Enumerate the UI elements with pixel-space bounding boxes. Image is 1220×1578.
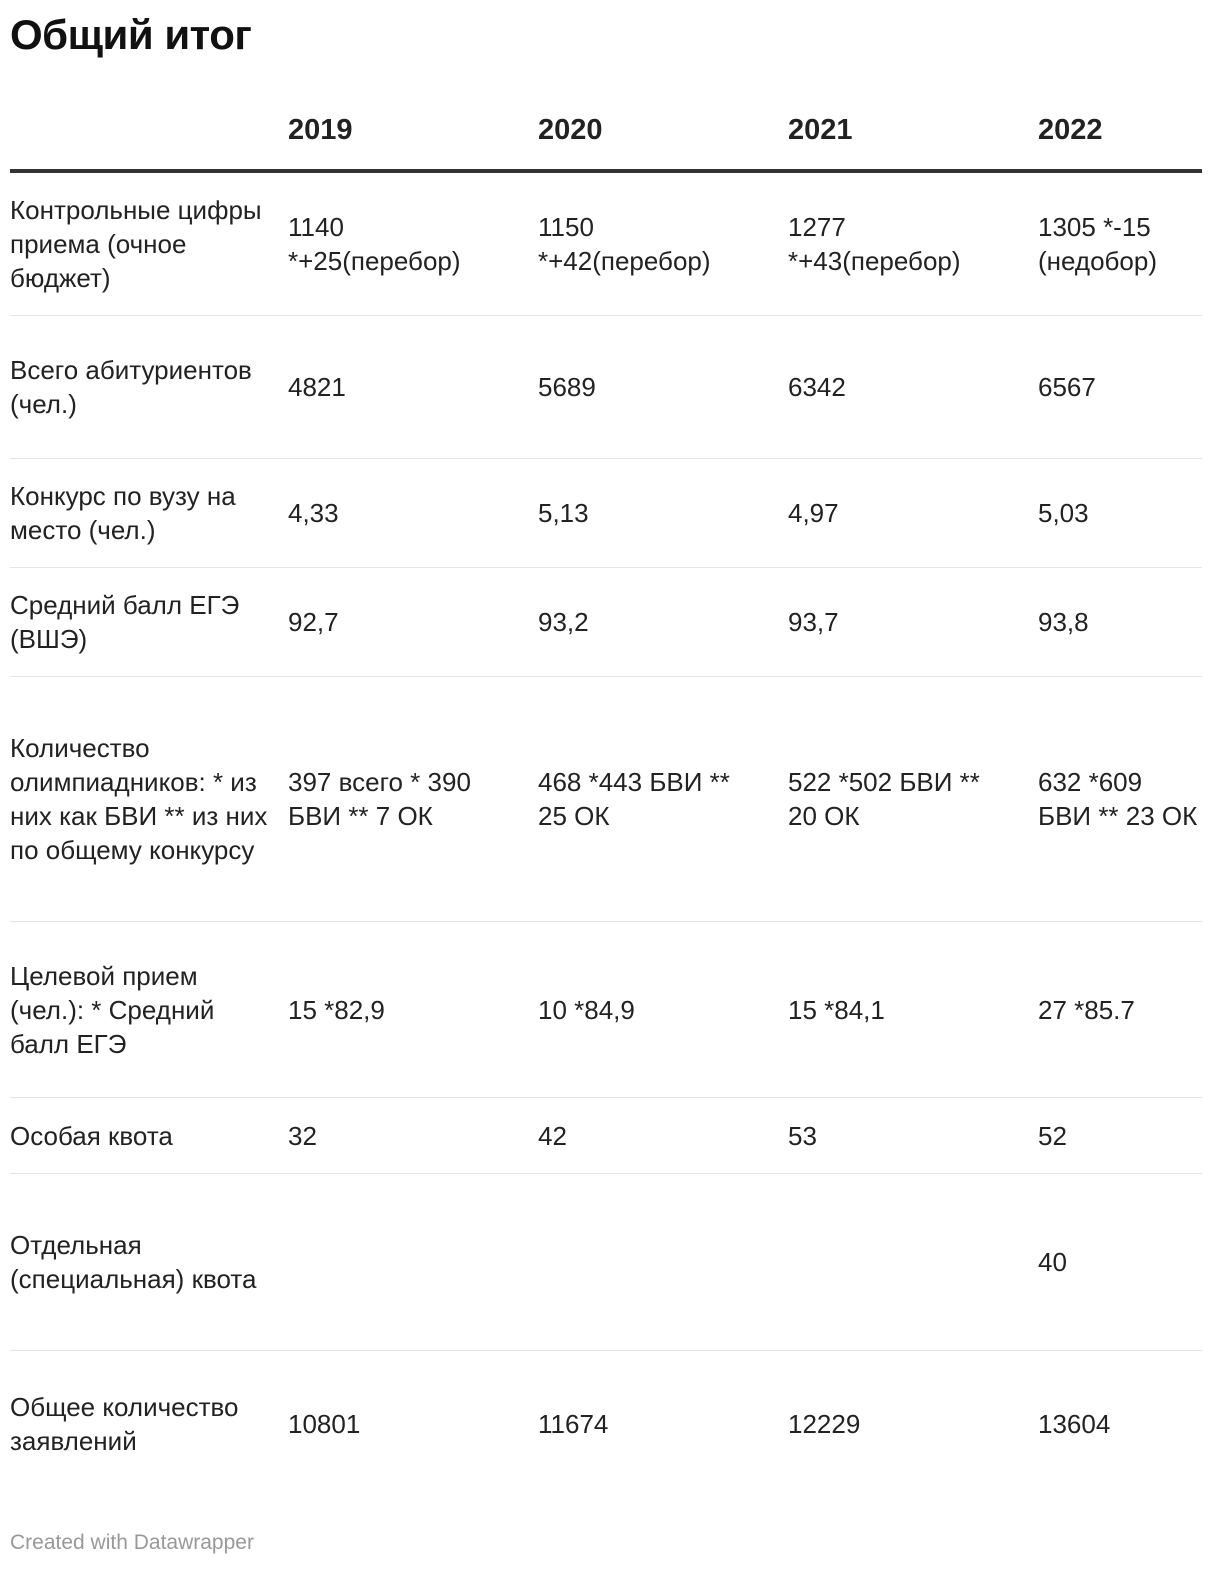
table-header bbox=[10, 100, 1202, 173]
table-cell: 4,97 bbox=[788, 498, 839, 528]
table-cell: 53 bbox=[788, 1120, 817, 1151]
table-cell: 10801 bbox=[288, 1409, 361, 1439]
column-header-2020[interactable]: 2020 bbox=[538, 114, 603, 146]
row-label: Всего абитуриентов (чел.) bbox=[10, 355, 252, 419]
row-label: Общее количество заявлений bbox=[10, 1392, 239, 1456]
page-title: Общий итог bbox=[10, 11, 252, 58]
table-cell: 27 *85.7 bbox=[1038, 994, 1135, 1025]
table-cell: 1277 *+43(перебор) bbox=[788, 212, 961, 276]
table-cell: 4821 bbox=[288, 372, 346, 402]
table-cell: 522 *502 БВИ ** 20 ОК bbox=[788, 767, 980, 831]
table-row bbox=[10, 459, 1202, 568]
row-label: Количество олимпиадников: * из них как БВИ ** из них по общему конкурсу bbox=[10, 733, 268, 865]
table-cell: 5689 bbox=[538, 372, 596, 402]
table-cell: 1305 *-15 (недобор) bbox=[1038, 212, 1158, 276]
table-row bbox=[10, 173, 1202, 316]
column-header-2022[interactable]: 2022 bbox=[1038, 114, 1103, 146]
table-cell: 40 bbox=[1038, 1247, 1067, 1277]
table-row bbox=[10, 568, 1202, 677]
row-label: Контрольные цифры приема (очное бюджет) bbox=[10, 195, 262, 293]
table-cell: 6567 bbox=[1038, 372, 1096, 402]
attribution-footer[interactable]: Created with Datawrapper bbox=[10, 1531, 254, 1554]
data-table bbox=[10, 100, 1202, 1497]
table-cell: 52 bbox=[1038, 1120, 1067, 1151]
table-cell: 5,13 bbox=[538, 498, 589, 528]
table-cell: 4,33 bbox=[288, 498, 339, 528]
table-cell: 15 *82,9 bbox=[288, 994, 385, 1025]
column-header-2019[interactable]: 2019 bbox=[288, 114, 353, 146]
table-cell: 42 bbox=[538, 1120, 567, 1151]
table-row bbox=[10, 1351, 1202, 1497]
table-cell: 1140 *+25(перебор) bbox=[288, 212, 461, 276]
table-cell: 32 bbox=[288, 1120, 317, 1151]
table-cell: 10 *84,9 bbox=[538, 994, 635, 1025]
table-row bbox=[10, 1098, 1202, 1174]
column-header-2021[interactable]: 2021 bbox=[788, 114, 853, 146]
table-row bbox=[10, 1174, 1202, 1351]
row-label: Средний балл ЕГЭ (ВШЭ) bbox=[10, 590, 240, 654]
table-cell: 93,2 bbox=[538, 607, 589, 637]
table-cell: 13604 bbox=[1038, 1409, 1111, 1439]
row-label: Целевой прием (чел.): * Средний балл ЕГЭ bbox=[10, 960, 215, 1059]
table-row bbox=[10, 316, 1202, 459]
table-row bbox=[10, 677, 1202, 922]
table-cell: 15 *84,1 bbox=[788, 994, 885, 1025]
table-cell: 93,7 bbox=[788, 607, 839, 637]
table-cell: 92,7 bbox=[288, 607, 339, 637]
table-cell: 397 всего * 390 БВИ ** 7 ОК bbox=[288, 767, 471, 831]
table-row bbox=[10, 922, 1202, 1098]
table-cell: 93,8 bbox=[1038, 607, 1089, 637]
row-label: Конкурс по вузу на место (чел.) bbox=[10, 481, 236, 545]
table-cell: 632 *609 БВИ ** 23 ОК bbox=[1038, 767, 1198, 831]
table-cell: 12229 bbox=[788, 1409, 861, 1439]
table-cell: 468 *443 БВИ ** 25 ОК bbox=[538, 767, 730, 831]
table-cell: 6342 bbox=[788, 372, 846, 402]
row-label: Особая квота bbox=[10, 1120, 173, 1151]
table-cell: 1150 *+42(перебор) bbox=[538, 212, 711, 276]
row-label: Отдельная (специальная) квота bbox=[10, 1230, 257, 1294]
table-cell: 11674 bbox=[538, 1409, 609, 1439]
table-cell: 5,03 bbox=[1038, 498, 1089, 528]
